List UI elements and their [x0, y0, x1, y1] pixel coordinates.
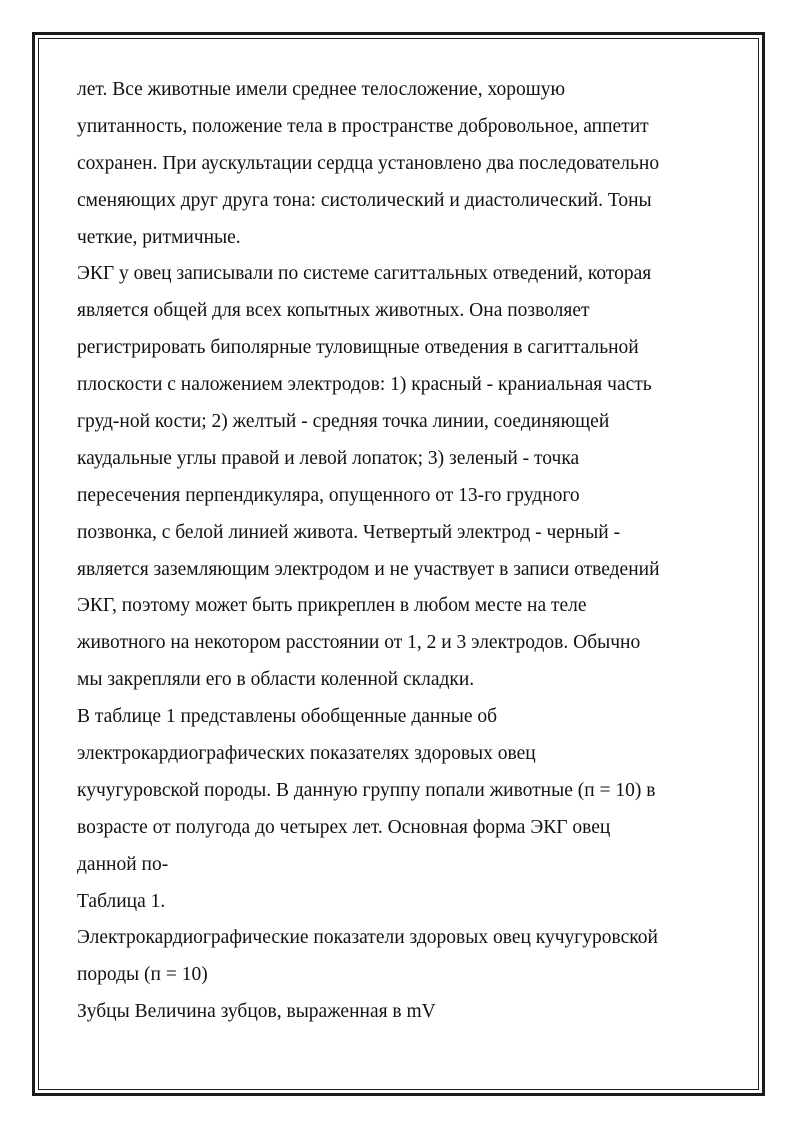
- text-line: сменяющих друг друга тона: систолический и диастолический. Тоны: [77, 189, 652, 211]
- text-line: В таблице 1 представлены обобщенные данные об: [77, 706, 498, 728]
- text-line: сохранен. При аускультации сердца установлено два последовательно: [77, 152, 660, 174]
- text-line: регистрировать биполярные туловищные отведения в сагиттальной: [77, 337, 639, 359]
- text-line: мы закрепляли его в области коленной складки.: [77, 669, 475, 691]
- text-line: упитанность, положение тела в пространстве добровольное, аппетит: [77, 115, 649, 137]
- document-body: [77, 72, 737, 1031]
- text-line: ЭКГ у овец записывали по системе сагиттальных отведений, которая: [77, 263, 652, 285]
- text-line: каудальные углы правой и левой лопаток; 3) зеленый - точка: [77, 447, 580, 469]
- text-line: лет. Все животные имели среднее телосложение, хорошую: [77, 79, 566, 100]
- text-line: ЭКГ, поэтому может быть прикреплен в любом месте на теле: [77, 595, 587, 617]
- table-caption-number: Таблица 1.: [77, 890, 166, 912]
- text-line: пересечения перпендикуляра, опущенного от 13-го грудного: [77, 484, 580, 506]
- text-line: четкие, ритмичные.: [77, 226, 241, 248]
- text-line: данной по-: [77, 853, 169, 875]
- text-line: кучугуровской породы. В данную группу попали животные (п = 10) в: [77, 779, 656, 801]
- text-line: груд-ной кости; 2) желтый - средняя точка линии, соединяющей: [77, 411, 610, 433]
- text-line: позвонка, с белой линией живота. Четвертый электрод - черный -: [77, 521, 621, 543]
- text-line: является общей для всех копытных животных. Она позволяет: [77, 300, 590, 322]
- text-line: возрасте от полугода до четырех лет. Основная форма ЭКГ овец: [77, 816, 611, 838]
- table-header: Зубцы Величина зубцов, выраженная в mV: [77, 1001, 436, 1023]
- text-line: электрокардиографических показателях здоровых овец: [77, 743, 536, 765]
- text-line: животного на некотором расстоянии от 1, 2 и 3 электродов. Обычно: [77, 632, 641, 654]
- table-caption-title: Электрокардиографические показатели здоровых овец кучугуровской: [77, 927, 658, 949]
- table-caption-title-continued: породы (п = 10): [77, 964, 208, 986]
- text-line: плоскости с наложением электродов: 1) красный - краниальная часть: [77, 374, 652, 396]
- text-line: является заземляющим электродом и не участвует в записи отведений: [77, 558, 660, 580]
